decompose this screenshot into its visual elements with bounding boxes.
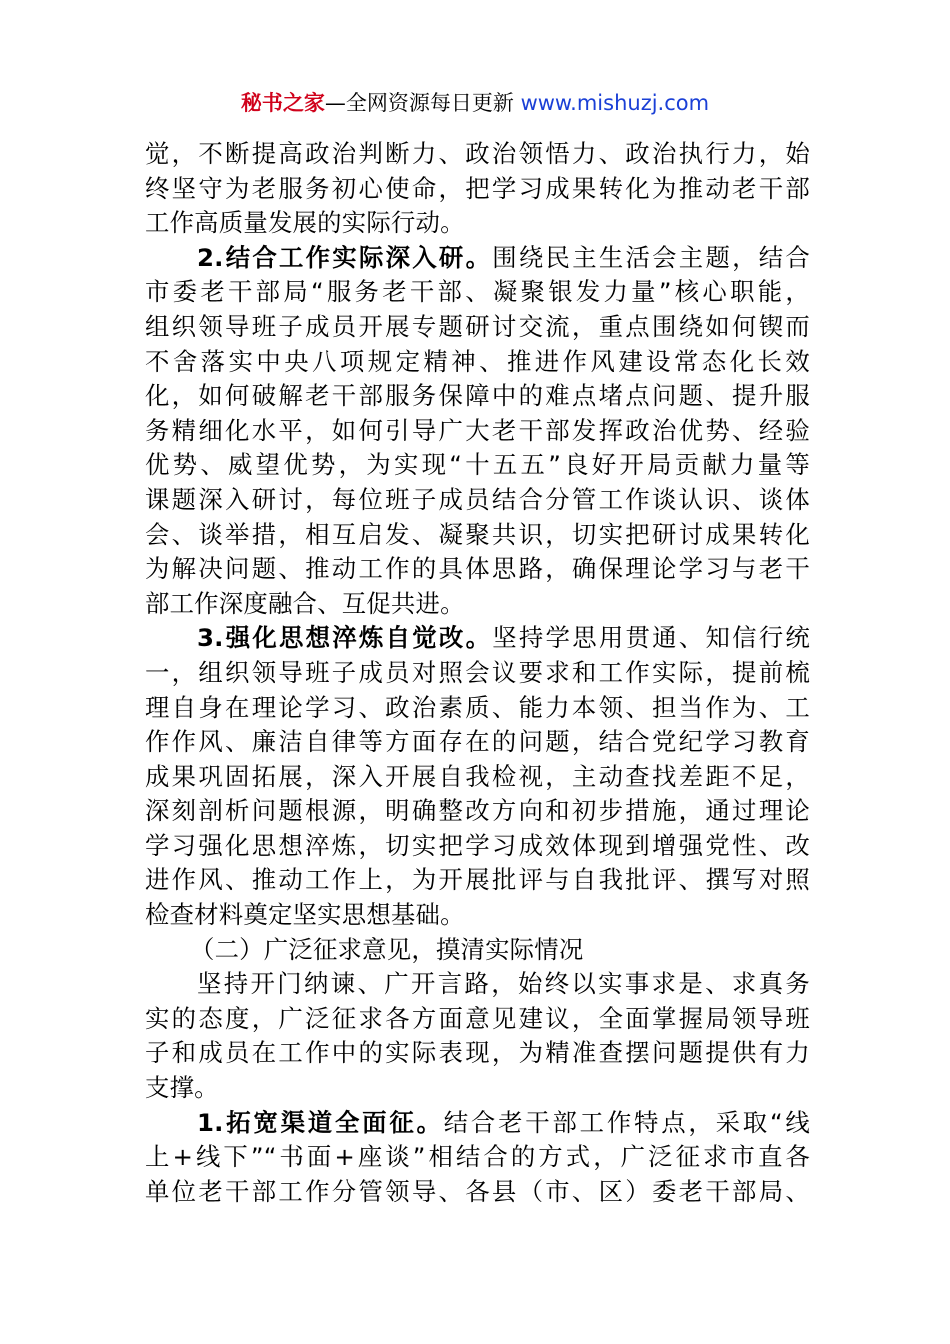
text-line: 理自身在理论学习、政治素质、能力本领、担当作为、工 <box>145 692 810 722</box>
text-line: 市委老干部局“服务老干部、凝聚银发力量”核心职能， <box>145 277 810 307</box>
section-heading: （二）广泛征求意见，摸清实际情况 <box>190 934 584 964</box>
text-line: 终坚守为老服务初心使命，把学习成果转化为推动老干部 <box>145 173 810 203</box>
text-line: 觉，不断提高政治判断力、政治领悟力、政治执行力，始 <box>145 139 810 168</box>
site-url-link[interactable]: www.mishuzj.com <box>520 91 710 115</box>
text-line: 深刻剖析问题根源，明确整改方向和初步措施，通过理论 <box>145 796 810 826</box>
document-body <box>145 137 810 1209</box>
text-line: 优势、威望优势，为实现“十五五”良好开局贡献力量等 <box>145 450 810 480</box>
text-line: 课题深入研讨，每位班子成员结合分管工作谈认识、谈体 <box>145 484 810 514</box>
text-line: 组织领导班子成员开展专题研讨交流，重点围绕如何锲而 <box>145 311 810 341</box>
text-line: 成果巩固拓展，深入开展自我检视，主动查找差距不足， <box>145 761 810 791</box>
text-line: 支撑。 <box>145 1073 219 1103</box>
text-line: 进作风、推动工作上，为开展批评与自我批评、撰写对照 <box>145 865 810 895</box>
text-line: 一，组织领导班子成员对照会议要求和工作实际，提前梳 <box>145 657 810 687</box>
text-line: 作作风、廉洁自律等方面存在的问题，结合党纪学习教育 <box>145 727 810 757</box>
text-line: 为解决问题、推动工作的具体思路，确保理论学习与老干 <box>145 554 810 584</box>
page-header <box>0 88 950 118</box>
text-line: 不舍落实中央八项规定精神、推进作风建设常态化长效 <box>145 346 810 376</box>
text-line: 会、谈举措，相互启发、凝聚共识，切实把研讨成果转化 <box>145 519 810 549</box>
text-line: 化，如何破解老干部服务保障中的难点堵点问题、提升服 <box>145 381 810 411</box>
text-line: 子和成员在工作中的实际表现，为精准查摆问题提供有力 <box>145 1038 810 1068</box>
text-line: 务精细化水平，如何引导广大老干部发挥政治优势、经验 <box>145 415 810 445</box>
subsection-heading: 1.拓宽渠道全面征。 <box>197 1107 444 1137</box>
site-brand: 秘书之家 <box>240 91 325 115</box>
text-line: 上+线下”“书面+座谈”相结合的方式，广泛征求市直各 <box>145 1142 810 1172</box>
text-line: 部工作深度融合、互促共进。 <box>145 588 465 618</box>
text-line: 单位老干部工作分管领导、各县（市、区）委老干部局、 <box>145 1176 810 1206</box>
subsection-heading: 2.结合工作实际深入研。 <box>197 242 493 272</box>
subsection-heading-line: 3.强化思想淬炼自觉改。坚持学思用贯通、知信行统 <box>197 623 811 653</box>
text-line: 坚持开门纳谏、广开言路，始终以实事求是、求真务 <box>197 969 810 999</box>
header-tagline: —全网资源每日更新 <box>324 91 521 115</box>
text-line: 检查材料奠定坚实思想基础。 <box>145 900 465 930</box>
text-line: 实的态度，广泛征求各方面意见建议，全面掌握局领导班 <box>145 1003 810 1033</box>
subsection-heading-line: 1.拓宽渠道全面征。结合老干部工作特点，采取“线 <box>197 1107 810 1137</box>
text-line: 工作高质量发展的实际行动。 <box>145 208 465 238</box>
text-line: 学习强化思想淬炼，切实把学习成效体现到增强党性、改 <box>145 830 810 860</box>
subsection-heading-line: 2.结合工作实际深入研。围绕民主生活会主题，结合 <box>197 242 811 272</box>
subsection-heading: 3.强化思想淬炼自觉改。 <box>197 623 493 653</box>
